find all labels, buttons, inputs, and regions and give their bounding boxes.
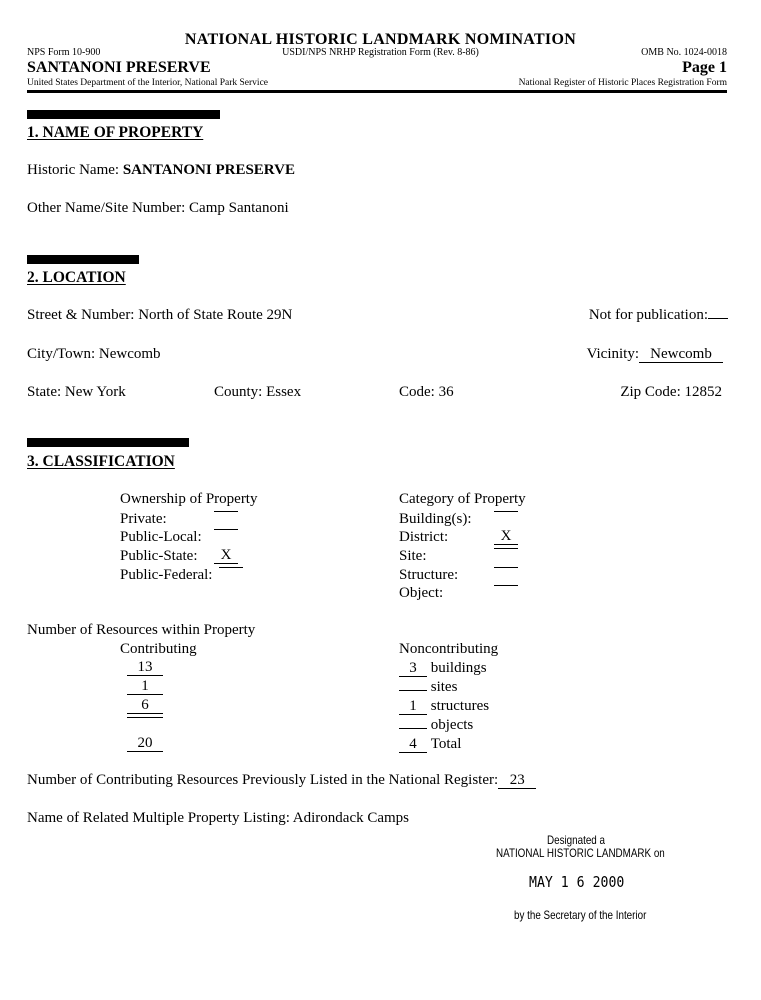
not-for-publication-label: Not for publication:: [588, 307, 708, 323]
resource-type-sites: sites: [430, 679, 458, 695]
contributing-total: 20: [127, 736, 163, 752]
ownership-public-state-value: X: [214, 548, 238, 564]
ownership-public-state-label: Public-State:: [120, 548, 198, 564]
noncontributing-total: 4: [399, 737, 427, 753]
contributing-buildings: 13: [127, 660, 163, 676]
category-structure: [399, 567, 458, 584]
resource-type-structures: structures: [430, 698, 490, 714]
ownership-public-state: [120, 547, 232, 565]
noncontributing-structures: 1: [399, 699, 427, 715]
registration-form-label: USDI/NPS NRHP Registration Form (Rev. 8-86): [282, 47, 479, 58]
register-label: National Register of Historic Places Registration Form: [518, 78, 727, 88]
category-district-label: District:: [399, 529, 449, 545]
category-object: [399, 585, 443, 602]
stamp-line-3: by the Secretary of the Interior: [514, 908, 647, 922]
historic-name: [27, 162, 295, 179]
street-number: Street & Number: North of State Route 29N: [27, 307, 293, 323]
ownership-heading: Ownership of Property: [120, 491, 258, 507]
not-for-publication: [589, 307, 728, 324]
ownership-public-local-label: Public-Local:: [120, 529, 202, 545]
ownership-public-federal: [120, 567, 212, 584]
category-site-value: [494, 548, 518, 549]
related-listing: Name of Related Multiple Property Listing: Adirondack Camps: [27, 810, 410, 826]
category-object-label: Object:: [399, 585, 444, 601]
category-buildings: [399, 511, 472, 528]
county: County: Essex: [214, 384, 302, 400]
ownership-private-value: [214, 511, 238, 512]
other-name: Other Name/Site Number: Camp Santanoni: [27, 200, 289, 216]
ownership-public-federal-label: Public-Federal:: [120, 567, 213, 583]
category-district-value: X: [494, 529, 518, 545]
ownership-public-local-value: [214, 529, 238, 530]
contributing-heading: Contributing: [120, 641, 197, 657]
form-number: NPS Form 10-900: [27, 47, 101, 58]
city-town: City/Town: Newcomb: [27, 346, 161, 362]
noncontributing-buildings-row: [399, 660, 487, 677]
category-structure-value: [494, 567, 518, 568]
stamp-date: MAY 1 6 2000: [529, 873, 625, 891]
ownership-private: [120, 511, 167, 528]
noncontributing-total-row: [399, 736, 461, 753]
noncontributing-objects: [399, 728, 427, 729]
section-2-heading: 2. LOCATION: [27, 269, 126, 286]
noncontributing-structures-row: [399, 698, 489, 715]
category-buildings-value: [494, 511, 518, 512]
ownership-public-federal-value: [219, 567, 243, 568]
resources-heading: Number of Resources within Property: [27, 622, 256, 638]
property-name-header: SANTANONI PRESERVE: [27, 59, 211, 76]
omb-number: OMB No. 1024-0018: [641, 47, 727, 58]
resource-type-objects: objects: [430, 717, 474, 733]
noncontributing-heading: Noncontributing: [399, 641, 499, 657]
contributing-sites: 1: [127, 679, 163, 695]
form-title: NATIONAL HISTORIC LANDMARK NOMINATION: [184, 31, 577, 48]
section-3-heading: 3. CLASSIFICATION: [27, 453, 175, 470]
category-object-value: [494, 585, 518, 586]
previously-listed: [27, 772, 536, 789]
ownership-private-label: Private:: [120, 511, 167, 527]
noncontributing-sites-row: [399, 679, 457, 696]
resource-type-buildings: buildings: [430, 660, 487, 676]
category-buildings-label: Building(s):: [399, 511, 472, 527]
section-3-bar: [27, 438, 189, 447]
vicinity-value: Newcomb: [639, 347, 723, 363]
category-structure-label: Structure:: [399, 567, 459, 583]
category-site: [399, 548, 427, 565]
vicinity: [587, 346, 723, 363]
header-rule: [27, 90, 727, 93]
stamp-line-1: Designated a: [547, 833, 605, 847]
category-heading: Category of Property: [399, 491, 526, 507]
stamp-line-2: NATIONAL HISTORIC LANDMARK on: [496, 846, 665, 860]
state: State: New York: [27, 384, 126, 400]
contributing-objects: [127, 717, 163, 718]
department-label: United States Department of the Interior, National Park Service: [27, 78, 269, 88]
previously-listed-value: 23: [498, 773, 536, 789]
vicinity-label: Vicinity:: [586, 346, 639, 362]
resource-type-total: Total: [430, 736, 462, 752]
category-site-label: Site:: [399, 548, 427, 564]
not-for-publication-value: [708, 318, 728, 319]
section-2-bar: [27, 255, 139, 264]
noncontributing-sites: [399, 690, 427, 691]
contributing-structures: 6: [127, 698, 163, 714]
code: Code: 36: [399, 384, 454, 400]
noncontributing-buildings: 3: [399, 661, 427, 677]
page-number: Page 1: [682, 59, 727, 76]
previously-listed-label: Number of Contributing Resources Previously Listed in the National Register:: [27, 772, 499, 788]
historic-name-label: Historic Name:: [27, 162, 123, 178]
noncontributing-objects-row: [399, 717, 473, 734]
category-district: [399, 528, 512, 546]
ownership-public-local: [120, 529, 202, 546]
zip-code: Zip Code: 12852: [620, 384, 722, 400]
section-1-heading: 1. NAME OF PROPERTY: [27, 124, 204, 141]
section-1-bar: [27, 110, 220, 119]
historic-name-value: SANTANONI PRESERVE: [122, 162, 295, 178]
